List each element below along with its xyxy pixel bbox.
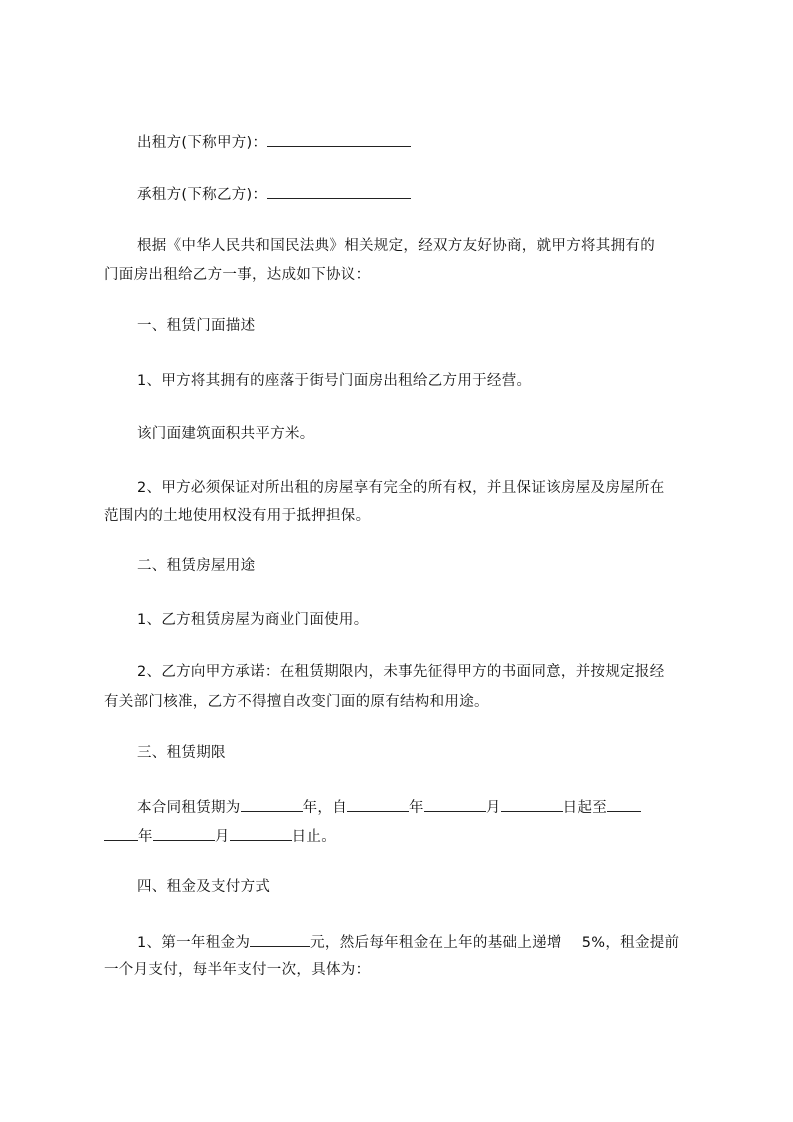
start-month-blank bbox=[424, 797, 486, 812]
section-1-title: 一、租赁门面描述 bbox=[137, 318, 256, 334]
s3-text-end: 日止。 bbox=[291, 829, 337, 845]
term-years-blank bbox=[241, 797, 303, 812]
end-year-blank-part-2 bbox=[104, 826, 138, 841]
s4-text-advance: ，租金提前 bbox=[605, 935, 680, 951]
s4-rate: 5% bbox=[581, 935, 606, 951]
lessor-line bbox=[137, 132, 411, 153]
s3-text-month: 月 bbox=[485, 800, 501, 816]
end-year-blank-part-1 bbox=[607, 797, 641, 812]
section-3-title: 三、租赁期限 bbox=[137, 745, 226, 761]
start-day-blank bbox=[501, 797, 563, 812]
lessee-label: 承租方(下称乙方)： bbox=[137, 187, 268, 203]
s2-paragraph-2-line-2: 有关部门核准，乙方不得擅自改变门面的原有结构和用途。 bbox=[104, 694, 489, 710]
s1-paragraph-2-line-2: 范围内的土地使用权没有用于抵押担保。 bbox=[104, 508, 371, 524]
start-year-blank bbox=[347, 797, 409, 812]
intro-line-1: 根据《中华人民共和国民法典》相关规定，经双方友好协商，就甲方将其拥有的 bbox=[137, 238, 655, 254]
s1-paragraph-1: 1、甲方将其拥有的座落于街号门面房出租给乙方用于经营。 bbox=[137, 373, 532, 389]
s3-text-end-month: 月 bbox=[214, 829, 230, 845]
s3-text-year: 年 bbox=[409, 800, 424, 816]
lessor-label: 出租方(下称甲方)： bbox=[137, 135, 268, 151]
s3-text-until: 日起至 bbox=[562, 800, 608, 816]
s4-rent-line-2: 一个月支付，每半年支付一次，具体为： bbox=[104, 962, 371, 978]
intro-line-2: 门面房出租给乙方一事，达成如下协议： bbox=[104, 267, 371, 283]
section-2-title: 二、租赁房屋用途 bbox=[137, 558, 256, 574]
s4-text-first-year: 1、第一年租金为 bbox=[137, 935, 251, 951]
s1-area: 该门面建筑面积共平方米。 bbox=[137, 426, 315, 442]
s3-term-line-2 bbox=[104, 826, 336, 847]
s4-rent-line-1 bbox=[137, 932, 679, 953]
s3-text-term: 本合同租赁期为 bbox=[137, 800, 241, 816]
section-4-title: 四、租金及支付方式 bbox=[137, 879, 271, 895]
s3-text-end-year: 年 bbox=[138, 829, 153, 845]
s2-paragraph-2-line-1: 2、乙方向甲方承诺：在租赁期限内，未事先征得甲方的书面同意，并按规定报经 bbox=[137, 664, 665, 680]
s1-paragraph-2-line-1: 2、甲方必须保证对所出租的房屋享有完全的所有权，并且保证该房屋及房屋所在 bbox=[137, 480, 665, 496]
s2-paragraph-1: 1、乙方租赁房屋为商业门面使用。 bbox=[137, 612, 369, 628]
s3-term-line-1 bbox=[137, 797, 641, 818]
lessor-blank bbox=[267, 132, 411, 147]
end-month-blank bbox=[153, 826, 215, 841]
lessee-blank bbox=[267, 184, 411, 199]
s4-text-increase: 元，然后每年租金在上年的基础上递增 bbox=[310, 935, 562, 951]
rent-amount-blank bbox=[250, 932, 310, 947]
end-day-blank bbox=[230, 826, 292, 841]
lessee-line bbox=[137, 184, 411, 205]
s3-text-from: 年，自 bbox=[302, 800, 348, 816]
